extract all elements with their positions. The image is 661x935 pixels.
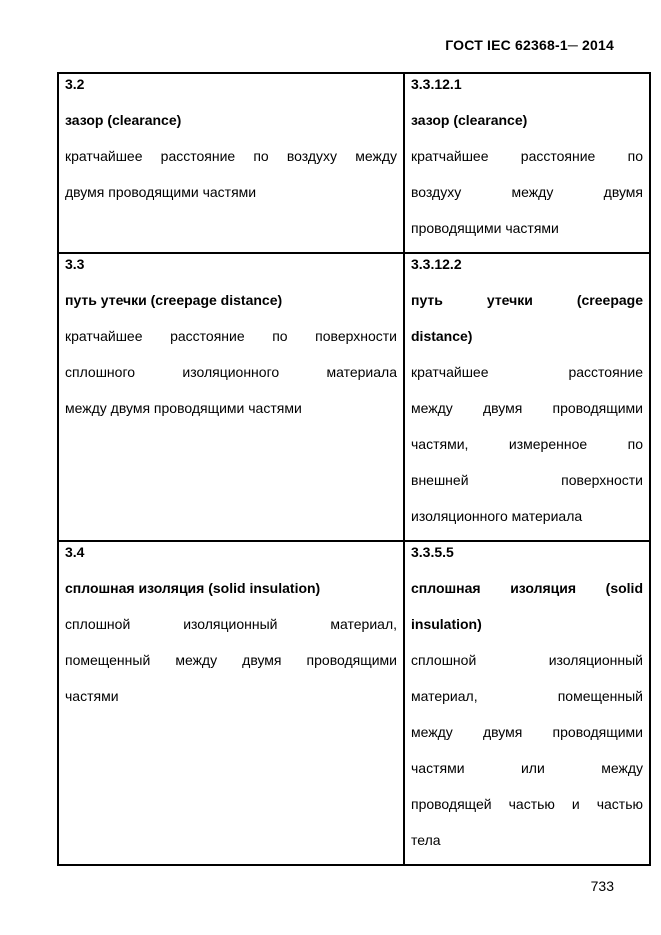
table-row — [58, 253, 650, 541]
table-cell-right — [404, 541, 650, 865]
term-title: insulation) — [411, 616, 482, 632]
term-title: путь утечки (creepage — [411, 292, 643, 308]
term-number: 3.4 — [65, 544, 85, 560]
definition-line: кратчайшее расстояние по — [411, 148, 643, 164]
term-number: 3.3.12.2 — [411, 256, 462, 272]
definition-line: тела — [411, 832, 441, 848]
term-number: 3.2 — [65, 76, 85, 92]
definition-line: сплошной изоляционный материал, — [65, 616, 397, 632]
definition-line: сплошной изоляционный — [411, 652, 643, 668]
page-number: 733 — [590, 878, 614, 894]
definition-line: между двумя проводящими — [411, 400, 643, 416]
definition-line: воздуху между двумя — [411, 184, 643, 200]
term-number: 3.3 — [65, 256, 85, 272]
definition-line: кратчайшее расстояние по поверхности — [65, 328, 397, 344]
term-number: 3.3.5.5 — [411, 544, 454, 560]
definition-line: кратчайшее расстояние — [411, 364, 643, 380]
document-header: ГОСТ IEC 62368-1─ 2014 — [445, 37, 614, 53]
terms-comparison-table — [57, 72, 651, 866]
definition-line: двумя проводящими частями — [65, 184, 257, 200]
table-cell-right — [404, 253, 650, 541]
definition-line: изоляционного материала — [411, 508, 583, 524]
table-cell-left — [58, 541, 404, 865]
table-cell-right — [404, 73, 650, 253]
table-row — [58, 73, 650, 253]
definition-line: между двумя проводящими — [411, 724, 643, 740]
definition-line: проводящей частью и частью — [411, 796, 643, 812]
definition-line: частями, измеренное по — [411, 436, 643, 452]
definition-line: внешней поверхности — [411, 472, 643, 488]
table-cell-left — [58, 73, 404, 253]
definition-line: между двумя проводящими частями — [65, 400, 302, 416]
term-title: зазор (clearance) — [411, 112, 528, 128]
term-title: зазор (clearance) — [65, 112, 182, 128]
table-row — [58, 541, 650, 865]
term-title: путь утечки (creepage distance) — [65, 292, 283, 308]
definition-line: частями — [65, 688, 119, 704]
definition-line: проводящими частями — [411, 220, 559, 236]
definition-line: кратчайшее расстояние по воздуху между — [65, 148, 397, 164]
term-title: distance) — [411, 328, 473, 344]
definition-line: помещенный между двумя проводящими — [65, 652, 397, 668]
definition-line: материал, помещенный — [411, 688, 643, 704]
term-title: сплошная изоляция (solid insulation) — [65, 580, 321, 596]
table-cell-left — [58, 253, 404, 541]
definition-line: сплошного изоляционного материала — [65, 364, 397, 380]
term-number: 3.3.12.1 — [411, 76, 462, 92]
definition-line: частями или между — [411, 760, 643, 776]
term-title: сплошная изоляция (solid — [411, 580, 643, 596]
